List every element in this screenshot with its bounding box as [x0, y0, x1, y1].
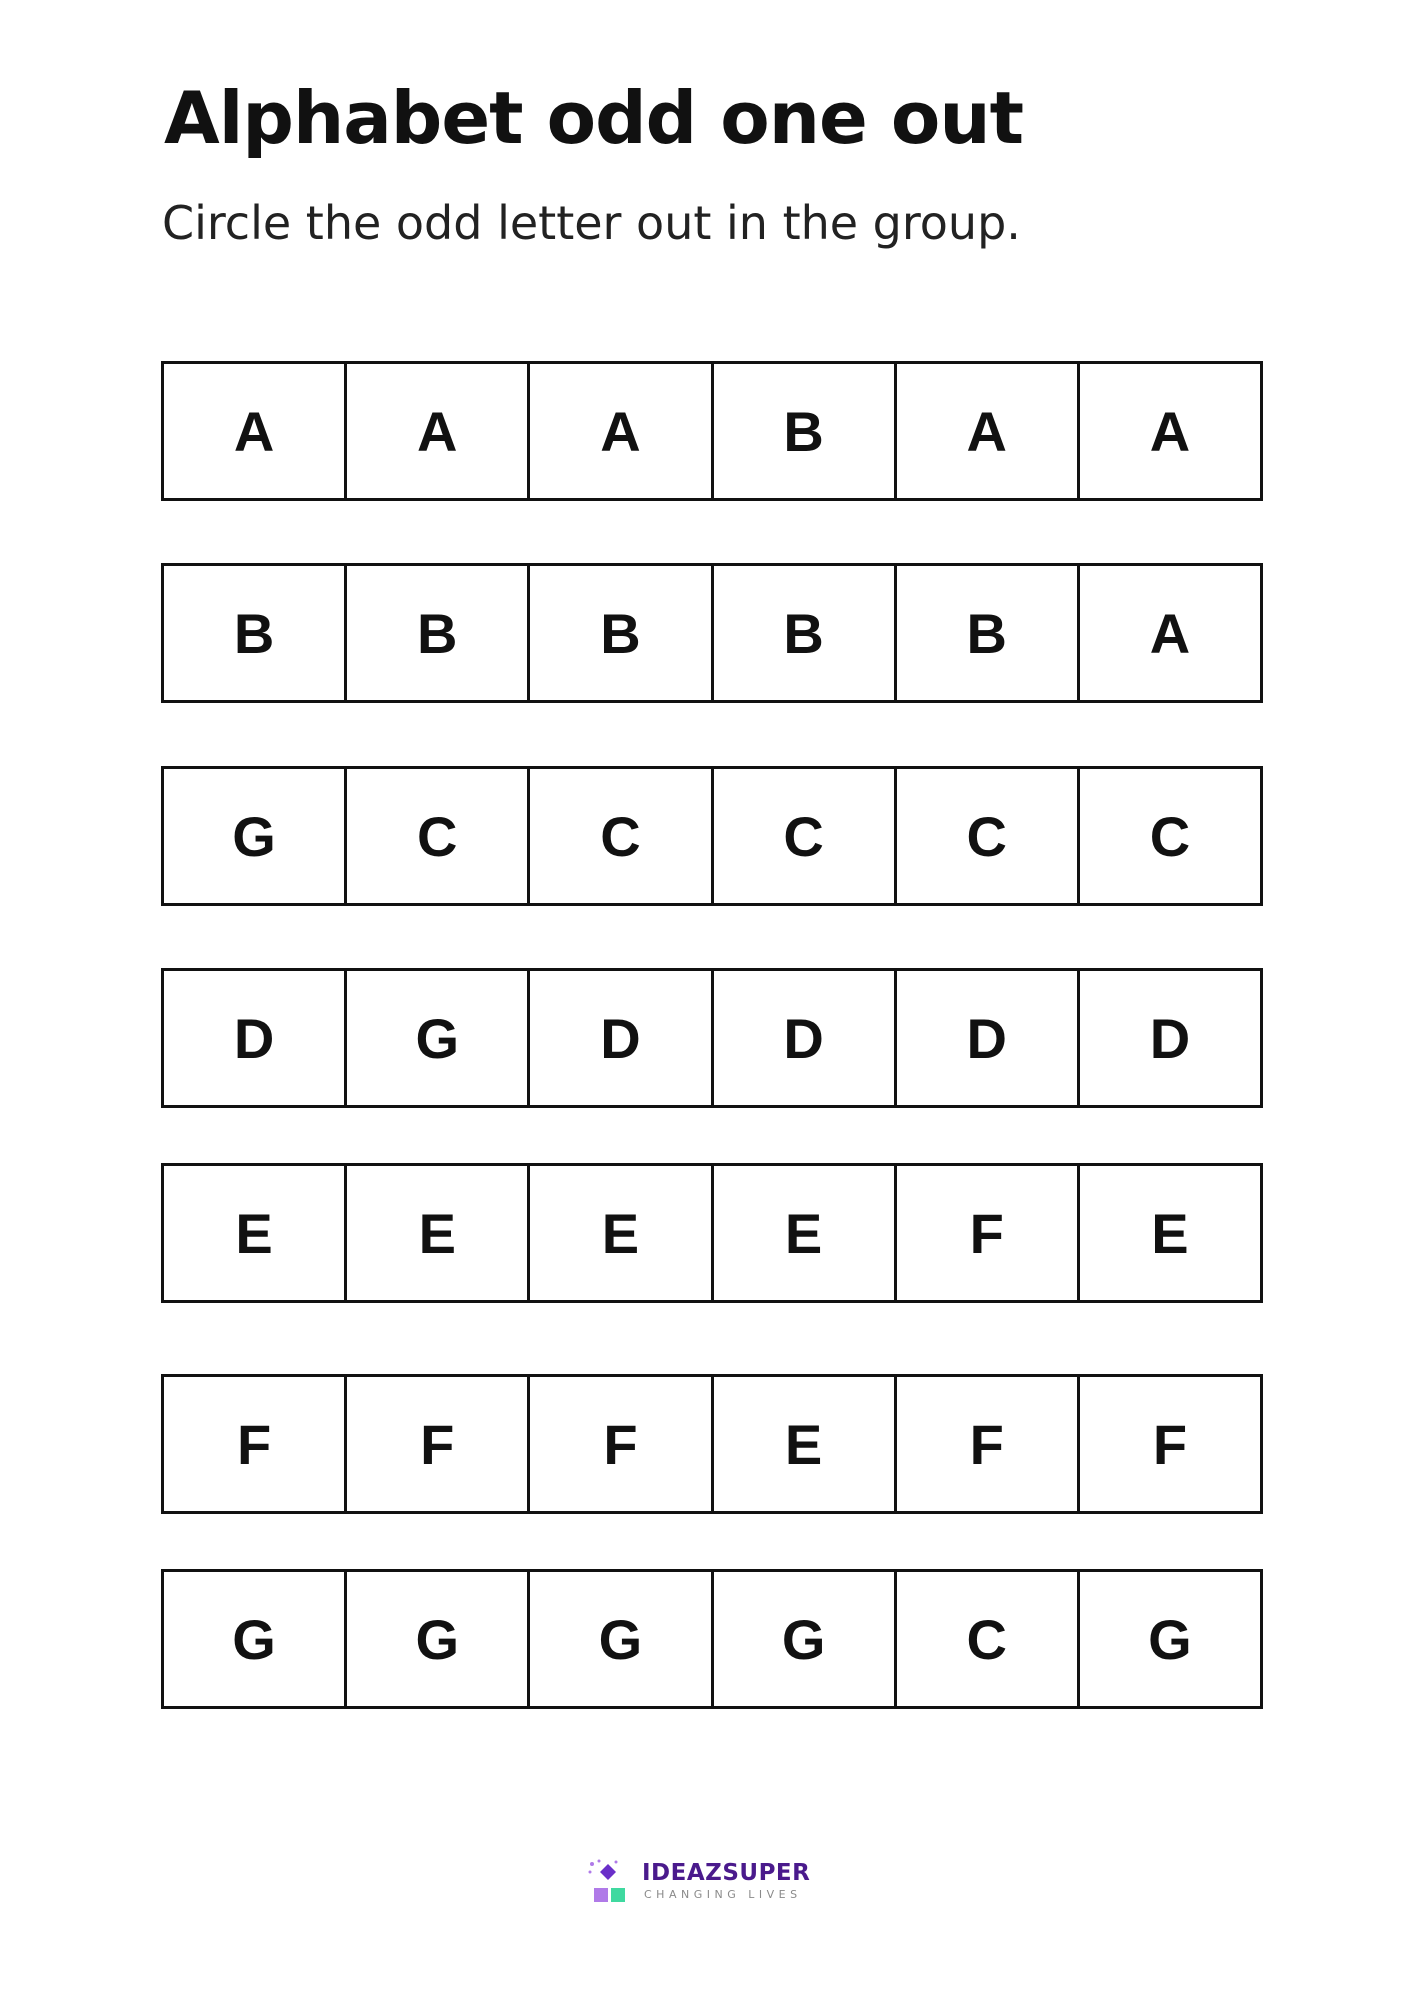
letter-cell[interactable]: B — [530, 566, 713, 700]
letter-cell[interactable]: B — [714, 566, 897, 700]
letter-cell[interactable]: G — [164, 1572, 347, 1706]
letter-cell[interactable]: G — [714, 1572, 897, 1706]
letter-cell[interactable]: C — [530, 769, 713, 903]
letter-cell[interactable]: D — [714, 971, 897, 1105]
letter-cell[interactable]: A — [897, 364, 1080, 498]
letter-cell[interactable]: A — [1149, 399, 1191, 463]
letter-row — [161, 1374, 1263, 1514]
letter-cell[interactable]: D — [530, 971, 713, 1105]
letter-cell[interactable]: C — [714, 769, 897, 903]
letter-cell[interactable]: B — [347, 566, 530, 700]
letter-cell[interactable]: F — [1152, 1412, 1188, 1476]
ideazsuper-logo-icon — [586, 1858, 638, 1906]
letter-cell[interactable]: E — [714, 1377, 897, 1511]
letter-row — [161, 361, 1263, 501]
letter-cell[interactable]: G — [164, 769, 347, 903]
letter-row — [161, 563, 1263, 703]
letter-cell[interactable]: B — [897, 566, 1080, 700]
letter-cell[interactable]: D — [1149, 1006, 1191, 1070]
page-title: Alphabet odd one out — [164, 76, 1024, 160]
letter-cell[interactable]: C — [1149, 804, 1191, 868]
letter-cell[interactable]: E — [1151, 1201, 1189, 1265]
letter-cell[interactable]: A — [164, 364, 347, 498]
letter-cell[interactable]: G — [1148, 1607, 1192, 1671]
letter-cell[interactable]: F — [530, 1377, 713, 1511]
letter-cell[interactable]: A — [1149, 601, 1191, 665]
letter-cell[interactable]: A — [530, 364, 713, 498]
instructions: Circle the odd letter out in the group. — [162, 196, 1021, 250]
letter-cell[interactable]: E — [347, 1166, 530, 1300]
letter-cell[interactable]: D — [897, 971, 1080, 1105]
letter-cell[interactable]: E — [714, 1166, 897, 1300]
letter-cell[interactable]: C — [897, 769, 1080, 903]
letter-cell[interactable]: G — [530, 1572, 713, 1706]
letter-cell[interactable]: B — [164, 566, 347, 700]
letter-cell[interactable]: B — [714, 364, 897, 498]
letter-cell[interactable]: E — [530, 1166, 713, 1300]
letter-row — [161, 1569, 1263, 1709]
letter-cell[interactable]: G — [347, 971, 530, 1105]
letter-row — [161, 1163, 1263, 1303]
letter-cell[interactable]: G — [347, 1572, 530, 1706]
brand-name: IDEAZSUPER — [642, 1860, 811, 1886]
letter-cell[interactable]: E — [164, 1166, 347, 1300]
letter-cell[interactable]: C — [347, 769, 530, 903]
letter-cell[interactable]: A — [347, 364, 530, 498]
letter-cell[interactable]: F — [164, 1377, 347, 1511]
brand-tagline: CHANGING LIVES — [644, 1888, 802, 1901]
brand-logo — [586, 1858, 846, 1906]
letter-row — [161, 968, 1263, 1108]
letter-cell[interactable]: D — [164, 971, 347, 1105]
letter-cell[interactable]: F — [347, 1377, 530, 1511]
letter-cell[interactable]: F — [897, 1377, 1080, 1511]
letter-cell[interactable]: C — [897, 1572, 1080, 1706]
letter-cell[interactable]: F — [897, 1166, 1080, 1300]
letter-row — [161, 766, 1263, 906]
